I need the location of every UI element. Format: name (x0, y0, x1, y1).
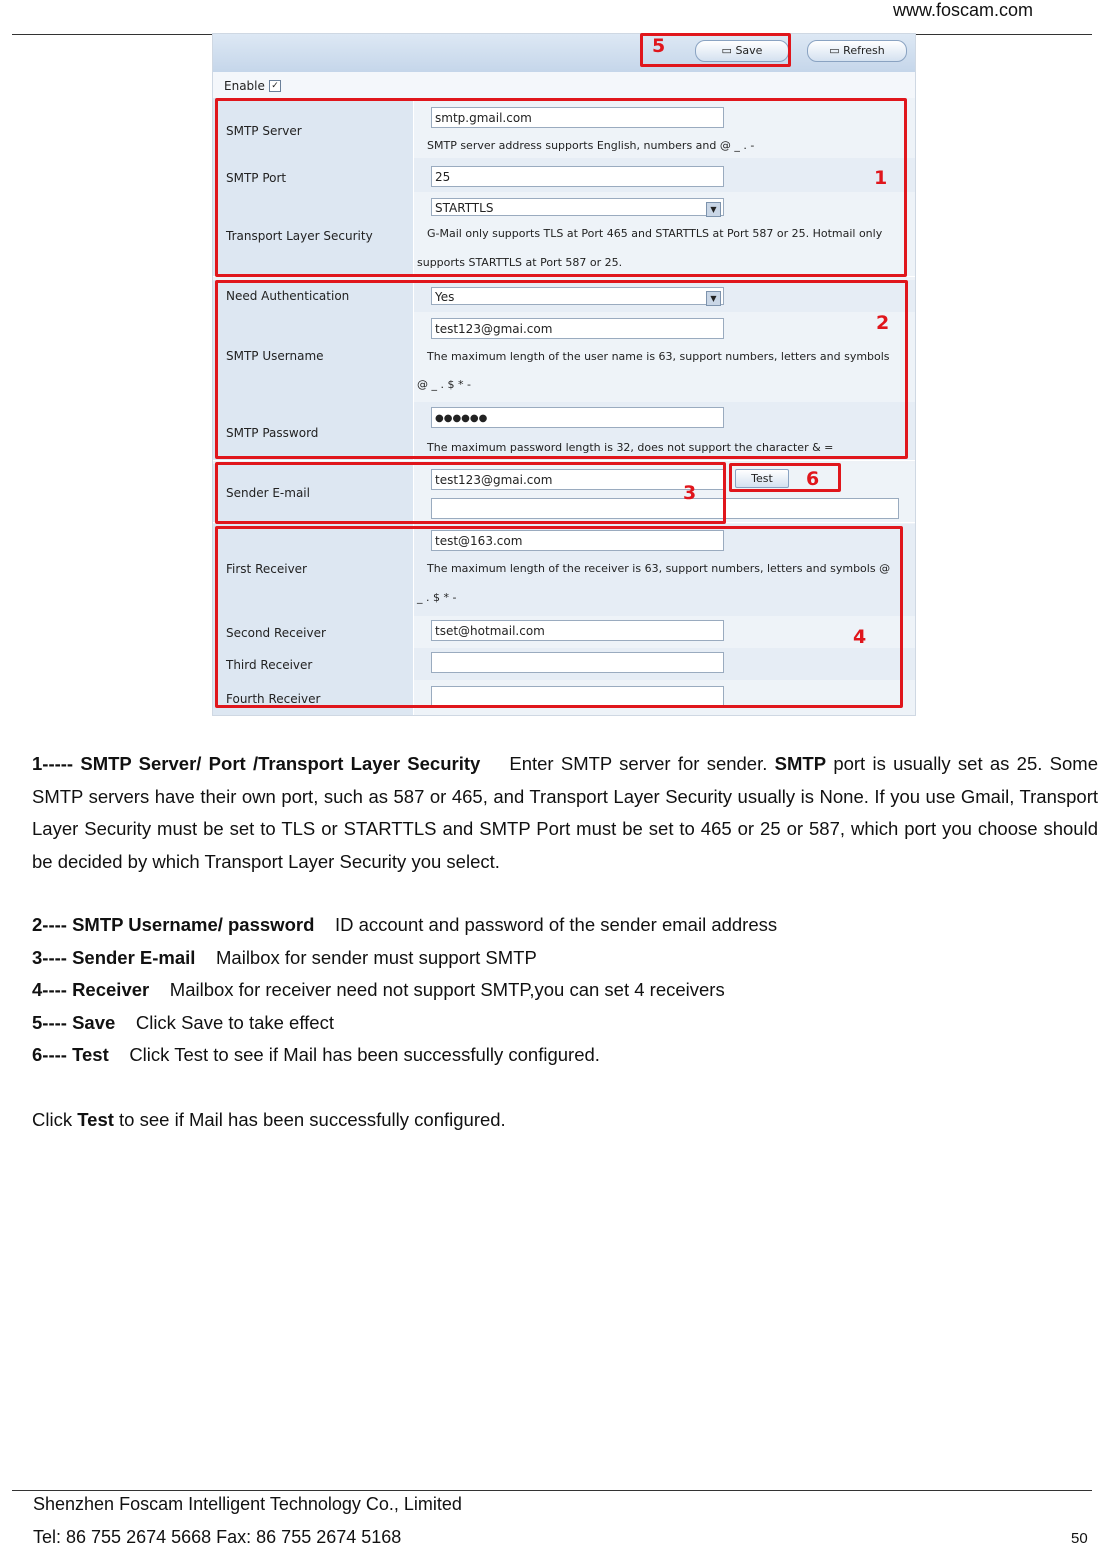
row-third-receiver: Third Receiver (213, 648, 915, 681)
callout-box-auth (215, 280, 908, 459)
chevron-down-icon: ▼ (706, 291, 721, 306)
row-smtp-server: SMTP Server smtp.gmail.com SMTP server address supports English, numbers and @ _ . - (213, 98, 915, 159)
enable-checkbox[interactable]: ✓ (269, 80, 281, 92)
row-second-receiver: Second Receiver tset@hotmail.com (213, 616, 915, 649)
refresh-icon: ▭ (829, 44, 844, 57)
callout-box-receivers (215, 526, 903, 708)
callout-number-5: 5 (652, 35, 666, 57)
row-sender-email: Sender E-mail test123@gmai.com Test (213, 464, 915, 523)
callout-box-server (215, 98, 907, 277)
footer-rule (12, 1490, 1092, 1491)
page-number: 50 (1071, 1530, 1088, 1547)
row-first-receiver: First Receiver test@163.com The maximum length of the receiver is 63, support numbers, letters and symbols @ _ . $ * - (213, 524, 915, 617)
list-item: 5---- Save Click Save to take effect (32, 1012, 334, 1033)
smtp-username-input[interactable]: test123@gmai.com (431, 318, 724, 339)
header-rule-right (914, 34, 1092, 35)
footer-company: Shenzhen Foscam Intelligent Technology Co., Limited (33, 1494, 462, 1514)
list-item: 6---- Test Click Test to see if Mail has been successfully configured. (32, 1044, 600, 1065)
list-item: 3---- Sender E-mail Mailbox for sender must support SMTP (32, 947, 537, 968)
sender-email-input[interactable]: test123@gmai.com (431, 469, 724, 490)
first-receiver-input[interactable]: test@163.com (431, 530, 724, 551)
paragraph-smtp-server: 1----- SMTP Server/ Port /Transport Layer Security Enter SMTP server for sender. SMTP port is usually set as 25. Some SMTP servers have their own port, such as 587 or 465, and Transport Layer Security usually is None. If you use Gmail, Transport Layer Security must be set to TLS or STARTTLS and SMTP Port must be set to 465 or 25 or 587, which port you choose should be decided by which Transport Layer Security you select. (32, 753, 1098, 872)
enable-row (213, 72, 915, 98)
list-item: 4---- Receiver Mailbox for receiver need not support SMTP,you can set 4 receivers (32, 979, 725, 1000)
callout-number-2: 2 (876, 312, 890, 334)
footer-contact: Tel: 86 755 2674 5668 Fax: 86 755 2674 5168 (33, 1527, 402, 1547)
save-icon: ▭ (721, 44, 736, 57)
smtp-server-input[interactable]: smtp.gmail.com (431, 107, 724, 128)
row-smtp-username: SMTP Username test123@gmai.com The maximum length of the user name is 63, support numbers, letters and symbols @ _ . $ * - (213, 312, 915, 403)
header-url: www.foscam.com (893, 0, 1034, 20)
smtp-password-input[interactable]: ●●●●●● (431, 407, 724, 428)
second-receiver-input[interactable]: tset@hotmail.com (431, 620, 724, 641)
smtp-server-hint: SMTP server address supports English, numbers and @ _ . - (427, 139, 755, 152)
callout-number-1: 1 (874, 167, 888, 189)
need-auth-select[interactable]: Yes ▼ (431, 287, 724, 305)
header-rule-left (12, 34, 212, 35)
callout-number-6: 6 (806, 468, 820, 490)
smtp-port-input[interactable]: 25 (431, 166, 724, 187)
row-smtp-password: SMTP Password ●●●●●● The maximum password length is 32, does not support the character & = (213, 402, 915, 461)
callout-box-test (729, 463, 841, 492)
row-smtp-port: SMTP Port 25 (213, 158, 915, 193)
click-test-note: Click Test to see if Mail has been successfully configured. (32, 1109, 506, 1130)
row-need-auth: Need Authentication Yes ▼ (213, 280, 915, 313)
refresh-button[interactable]: ▭ Refresh (807, 40, 907, 62)
list-item: 2---- SMTP Username/ password ID account and password of the sender email address (32, 914, 778, 935)
row-tls: Transport Layer Security STARTTLS ▼ G-Mail only supports TLS at Port 465 and STARTTLS at Port 587 or 25. Hotmail only supports STARTTLS at Port 587 or 25. (213, 192, 915, 277)
callout-number-4: 4 (853, 626, 867, 648)
chevron-down-icon: ▼ (706, 202, 721, 217)
test-button[interactable]: Test (735, 469, 789, 488)
callout-box-sender (215, 462, 726, 524)
callout-number-3: 3 (683, 482, 697, 504)
tls-select[interactable]: STARTTLS ▼ (431, 198, 724, 216)
toolbar (213, 34, 915, 72)
save-button[interactable]: ▭ Save (695, 40, 789, 62)
row-fourth-receiver: Fourth Receiver (213, 680, 915, 716)
enable-label: Enable (224, 79, 265, 93)
